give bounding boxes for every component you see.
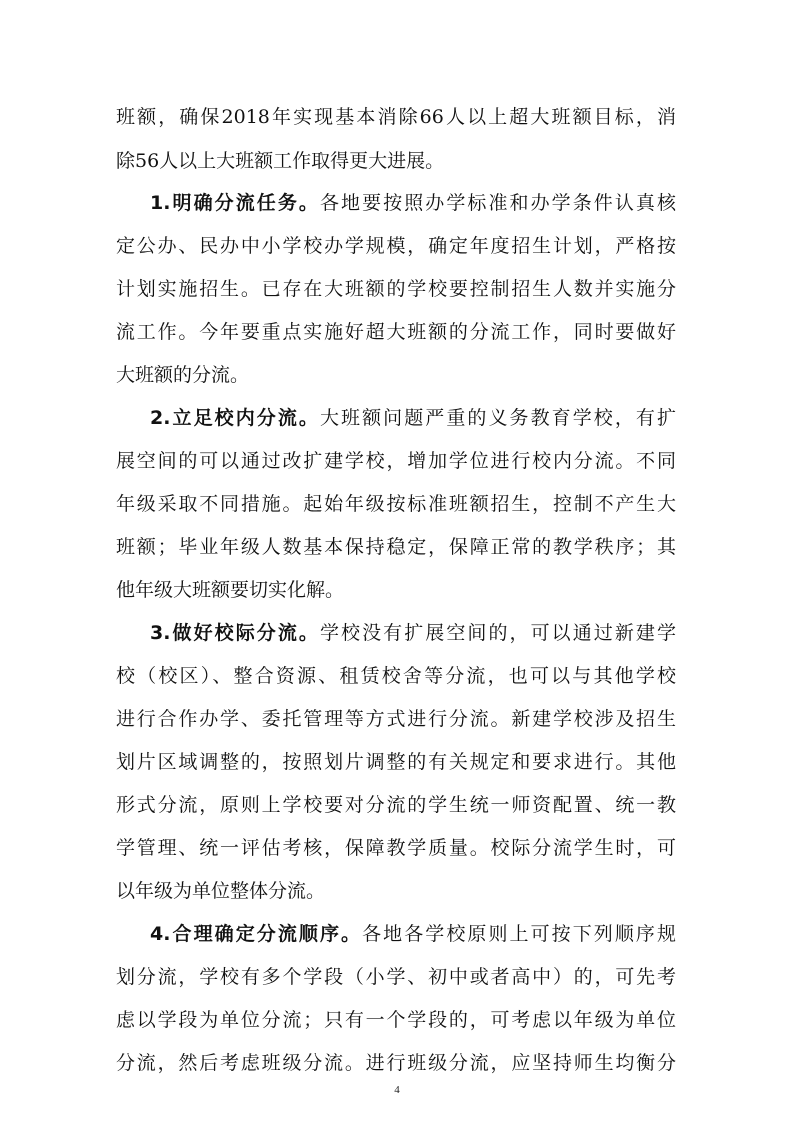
paragraph-text: 大班额问题严重的义务教育学校，有扩 <box>319 407 676 429</box>
paragraph-text: 分流，然后考虑班级分流。进行班级分流，应坚持师生均衡分 <box>116 1052 676 1074</box>
paragraph-line <box>116 744 676 780</box>
paragraph-text: 流工作。今年要重点实施好超大班额的分流工作，同时要做好 <box>116 321 676 343</box>
paragraph-text: 学校没有扩展空间的，可以通过新建学 <box>319 622 676 644</box>
paragraph-line <box>116 959 676 995</box>
section-heading: 2.立足校内分流。 <box>150 407 320 429</box>
paragraph-heading-line <box>150 400 676 436</box>
paragraph-text: 各地要按照办学标准和办学条件认真核 <box>319 192 676 214</box>
paragraph-line <box>116 1002 676 1038</box>
paragraph-text: 班额；毕业年级人数基本保持稳定，保障正常的教学秩序；其 <box>116 536 676 558</box>
paragraph-text: 展空间的可以通过改扩建学校，增加学位进行校内分流。不同 <box>116 450 676 472</box>
paragraph-line <box>116 143 676 179</box>
paragraph-text: 年级采取不同措施。起始年级按标准班额招生，控制不产生大 <box>116 493 676 515</box>
paragraph-line <box>116 830 676 866</box>
paragraph-heading-line <box>150 916 676 952</box>
paragraph-text: 以年级为单位整体分流。 <box>116 880 326 902</box>
paragraph-line <box>116 228 676 264</box>
paragraph-line <box>116 486 676 522</box>
section-heading: 1.明确分流任务。 <box>150 192 320 214</box>
paragraph-text: 他年级大班额要切实化解。 <box>116 579 345 601</box>
paragraph-text: 除56人以上大班额工作取得更大进展。 <box>116 150 445 172</box>
paragraph-text: 计划实施招生。已存在大班额的学校要控制招生人数并实施分 <box>116 278 676 300</box>
paragraph-line <box>116 357 676 393</box>
paragraph-text: 进行合作办学、委托管理等方式进行分流。新建学校涉及招生 <box>116 708 676 730</box>
paragraph-text: 班额，确保2018年实现基本消除66人以上超大班额目标，消 <box>116 106 676 128</box>
paragraph-text: 各地各学校原则上可按下列顺序规 <box>362 923 676 945</box>
paragraph-line <box>116 658 676 694</box>
paragraph-text: 虑以学段为单位分流；只有一个学段的，可考虑以年级为单位 <box>116 1009 676 1031</box>
paragraph-line <box>116 572 676 608</box>
paragraph-line <box>116 787 676 823</box>
section-heading: 3.做好校际分流。 <box>150 622 320 644</box>
paragraph-line <box>116 529 676 565</box>
paragraph-line <box>116 873 676 909</box>
page-number: 4 <box>394 1084 400 1096</box>
paragraph-line <box>116 701 676 737</box>
paragraph-text: 划分流，学校有多个学段（小学、初中或者高中）的，可先考 <box>116 966 676 988</box>
paragraph-line <box>116 1045 676 1081</box>
paragraph-text: 划片区域调整的，按照划片调整的有关规定和要求进行。其他 <box>116 751 676 773</box>
paragraph-heading-line <box>150 185 676 221</box>
paragraph-line <box>116 314 676 350</box>
paragraph-text: 校（校区）、整合资源、租赁校舍等分流，也可以与其他学校 <box>116 665 676 687</box>
paragraph-text: 形式分流，原则上学校要对分流的学生统一师资配置、统一教 <box>116 794 676 816</box>
paragraph-line <box>116 99 676 135</box>
paragraph-line <box>116 443 676 479</box>
paragraph-text: 学管理、统一评估考核，保障教学质量。校际分流学生时，可 <box>116 837 676 859</box>
paragraph-text: 大班额的分流。 <box>116 364 250 386</box>
paragraph-heading-line <box>150 615 676 651</box>
section-heading: 4.合理确定分流顺序。 <box>150 923 363 945</box>
paragraph-line <box>116 271 676 307</box>
paragraph-text: 定公办、民办中小学校办学规模，确定年度招生计划，严格按 <box>116 235 676 257</box>
